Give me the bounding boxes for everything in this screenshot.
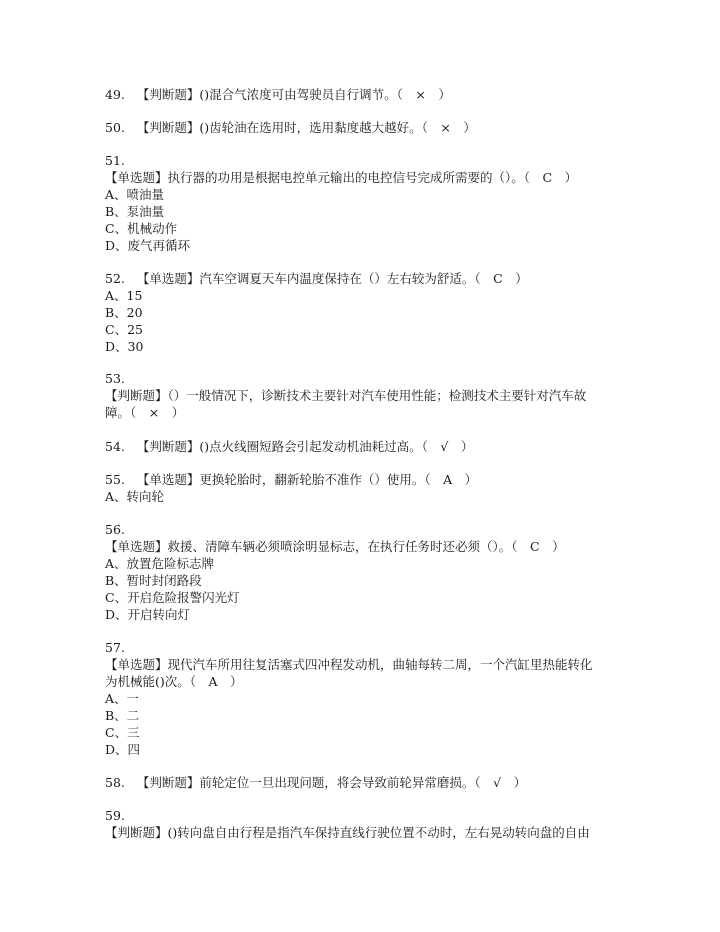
question-type-tag: 【单选题】 <box>136 271 200 286</box>
question-type-tag: 【判断题】 <box>136 120 200 135</box>
question-55 <box>105 471 625 505</box>
option-a: A、一 <box>105 691 140 706</box>
question-52 <box>105 270 625 355</box>
question-58 <box>105 774 625 791</box>
question-stem: 救援、清障车辆必须喷涂明显标志，在执行任务时还必须（）。（ C ） <box>167 539 565 554</box>
question-number: 57. <box>105 640 125 655</box>
option-b: B、20 <box>105 305 143 320</box>
question-number: 49. <box>105 87 125 102</box>
question-50 <box>105 119 625 136</box>
question-54 <box>105 438 625 455</box>
question-57 <box>105 639 625 758</box>
question-number: 52. <box>105 271 125 286</box>
question-number: 50. <box>105 120 125 135</box>
question-49 <box>105 86 625 103</box>
question-stem-continued: 障。（ × ） <box>105 405 185 420</box>
question-type-tag: 【判断题】 <box>105 388 168 403</box>
option-c: C、开启危险报警闪光灯 <box>105 590 240 605</box>
option-a: A、喷油量 <box>105 187 165 202</box>
option-b: B、泵油量 <box>105 204 165 219</box>
option-c: C、三 <box>105 725 140 740</box>
option-b: B、暂时封闭路段 <box>105 573 202 588</box>
option-a: A、转向轮 <box>105 489 165 504</box>
question-stem: （）一般情况下，诊断技术主要针对汽车使用性能；检测技术主要针对汽车故 <box>167 388 587 403</box>
question-53 <box>105 370 625 421</box>
question-stem: 汽车空调夏天车内温度保持在（）左右较为舒适。（ C ） <box>199 271 528 286</box>
question-stem: ()点火线圈短路会引起发动机油耗过高。（ √ ） <box>199 439 474 454</box>
option-d: D、30 <box>105 339 144 354</box>
question-number: 51. <box>105 153 125 168</box>
question-number: 58. <box>105 775 125 790</box>
option-d: D、四 <box>105 742 141 757</box>
question-type-tag: 【单选题】 <box>105 170 168 185</box>
question-number: 53. <box>105 371 125 386</box>
question-stem: 执行器的功用是根据电控单元输出的电控信号完成所需要的（）。（ C ） <box>167 170 578 185</box>
question-stem: ()齿轮油在选用时，选用黏度越大越好。（ × ） <box>199 120 476 135</box>
question-56 <box>105 521 625 623</box>
question-type-tag: 【判断题】 <box>136 439 200 454</box>
option-b: B、二 <box>105 708 140 723</box>
question-stem: ()混合气浓度可由驾驶员自行调节。（ × ） <box>199 87 451 102</box>
question-type-tag: 【判断题】 <box>105 825 168 840</box>
question-number: 56. <box>105 522 125 537</box>
question-stem: 更换轮胎时，翻新轮胎不准作（）使用。（ A ） <box>199 472 478 487</box>
option-c: C、机械动作 <box>105 221 178 236</box>
option-c: C、25 <box>105 322 143 337</box>
option-a: A、放置危险标志牌 <box>105 556 215 571</box>
question-type-tag: 【单选题】 <box>105 539 168 554</box>
option-a: A、15 <box>105 288 143 303</box>
question-number: 59. <box>105 808 125 823</box>
question-stem-continued: 为机械能()次。（ A ） <box>105 674 243 689</box>
question-type-tag: 【判断题】 <box>136 775 200 790</box>
question-type-tag: 【判断题】 <box>136 87 200 102</box>
question-stem: 前轮定位一旦出现问题，将会导致前轮异常磨损。（ √ ） <box>199 775 527 790</box>
question-51 <box>105 152 625 254</box>
option-d: D、废气再循环 <box>105 238 191 253</box>
question-type-tag: 【单选题】 <box>136 472 200 487</box>
question-type-tag: 【单选题】 <box>105 657 168 672</box>
option-d: D、开启转向灯 <box>105 607 191 622</box>
question-number: 55. <box>105 472 125 487</box>
question-59 <box>105 807 625 841</box>
question-stem: 现代汽车所用往复活塞式四冲程发动机，曲轴每转二周，一个汽缸里热能转化 <box>167 657 593 672</box>
question-number: 54. <box>105 439 125 454</box>
question-stem: ()转向盘自由行程是指汽车保持直线行驶位置不动时，左右晃动转向盘的自由 <box>167 825 590 840</box>
